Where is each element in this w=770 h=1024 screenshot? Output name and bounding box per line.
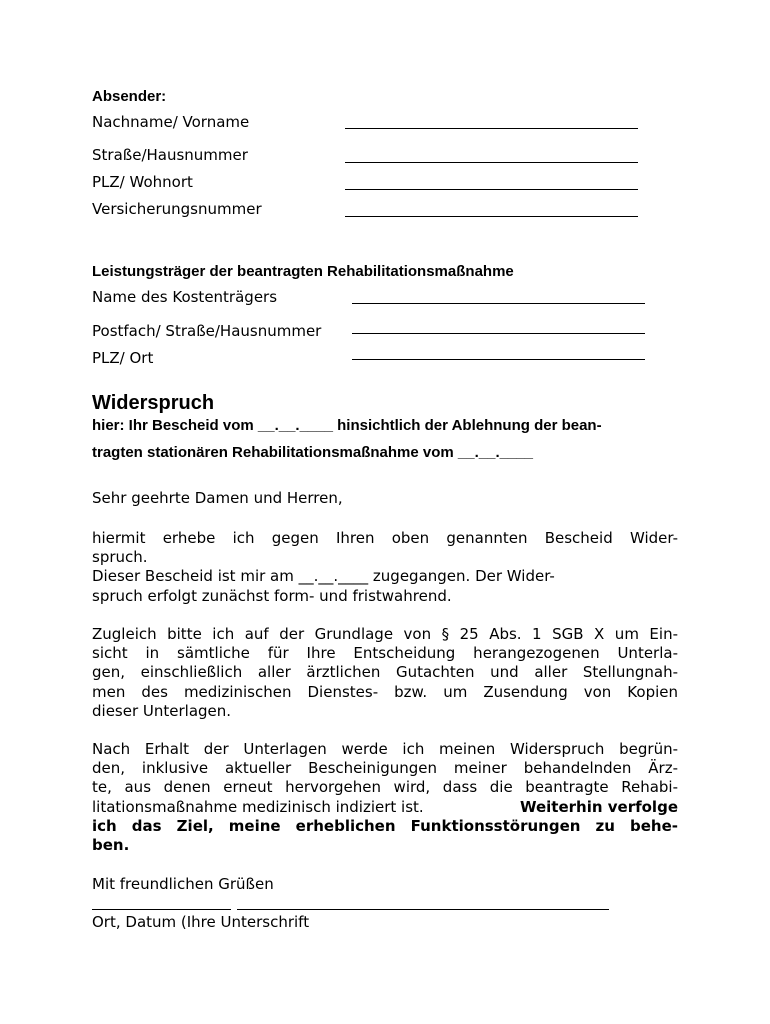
p2-line-1: Zugleich bitte ich auf der Grundlage von § 25 Abs. 1 SGB X um Ein- [92, 625, 678, 643]
p1-line-2: spruch. [92, 548, 148, 566]
signature-place-date-line[interactable] [92, 909, 231, 910]
sender-heading: Absender: [92, 88, 167, 105]
p3-line-4-normal: litationsmaßnahme medizinisch indiziert ist. [92, 798, 424, 816]
p1-line-4: spruch erfolgt zunächst form- und fristwahrend. [92, 587, 452, 605]
sender-field-street-label: Straße/Hausnummer [92, 146, 248, 164]
sender-field-name-label: Nachname/ Vorname [92, 113, 250, 131]
objection-title: Widerspruch [92, 392, 215, 414]
sender-field-insurance-line[interactable] [345, 216, 638, 217]
carrier-field-street-label: Postfach/ Straße/Hausnummer [92, 322, 322, 340]
carrier-field-city-label: PLZ/ Ort [92, 349, 154, 367]
p3-bold-line-2: ben. [92, 836, 130, 854]
signature-label: Ort, Datum (Ihre Unterschrift [92, 913, 310, 931]
sender-field-street-line[interactable] [345, 162, 638, 163]
carrier-field-name-line[interactable] [352, 303, 645, 304]
signature-line[interactable] [237, 909, 609, 910]
p1-line-1: hiermit erhebe ich gegen Ihren oben genannten Bescheid Wider- [92, 529, 678, 547]
p1-line-3: Dieser Bescheid ist mir am __.__.____ zugegangen. Der Wider- [92, 567, 555, 585]
p2-line-5: dieser Unterlagen. [92, 702, 232, 720]
carrier-field-name-label: Name des Kostenträgers [92, 288, 278, 306]
sender-field-insurance-label: Versicherungsnummer [92, 200, 262, 218]
p3-line-4-bold: Weiterhin verfolge [519, 798, 678, 816]
salutation: Sehr geehrte Damen und Herren, [92, 489, 343, 507]
p3-bold-line-1: ich das Ziel, meine erheblichen Funktionsstörungen zu behe- [92, 817, 678, 835]
p3-line-1: Nach Erhalt der Unterlagen werde ich meinen Widerspruch begrün- [92, 740, 678, 758]
sender-field-city-line[interactable] [345, 189, 638, 190]
carrier-heading: Leistungsträger der beantragten Rehabilitationsmaßnahme [92, 263, 514, 280]
p2-line-2: sicht in sämtliche für Ihre Entscheidung herangezogenen Unterla- [92, 644, 678, 662]
p2-line-3: gen, einschließlich aller ärztlichen Gutachten und aller Stellungnah- [92, 663, 678, 681]
sender-field-name-line[interactable] [345, 128, 638, 129]
carrier-field-city-line[interactable] [352, 359, 645, 360]
closing: Mit freundlichen Grüßen [92, 875, 274, 893]
p2-line-4: men des medizinischen Dienstes- bzw. um Zusendung von Kopien [92, 683, 678, 701]
p3-line-2: den, inklusive aktueller Bescheinigungen meiner behandelnden Ärz- [92, 759, 678, 777]
objection-subject-line-2: tragten stationären Rehabilitationsmaßnahme vom __.__.____ [92, 444, 533, 461]
p3-line-3: te, aus denen erneut hervorgehen wird, dass die beantragte Rehabi- [92, 778, 678, 796]
carrier-field-street-line[interactable] [352, 333, 645, 334]
sender-field-city-label: PLZ/ Wohnort [92, 173, 193, 191]
objection-subject-line-1: hier: Ihr Bescheid vom __.__.____ hinsichtlich der Ablehnung der bean- [92, 417, 602, 434]
